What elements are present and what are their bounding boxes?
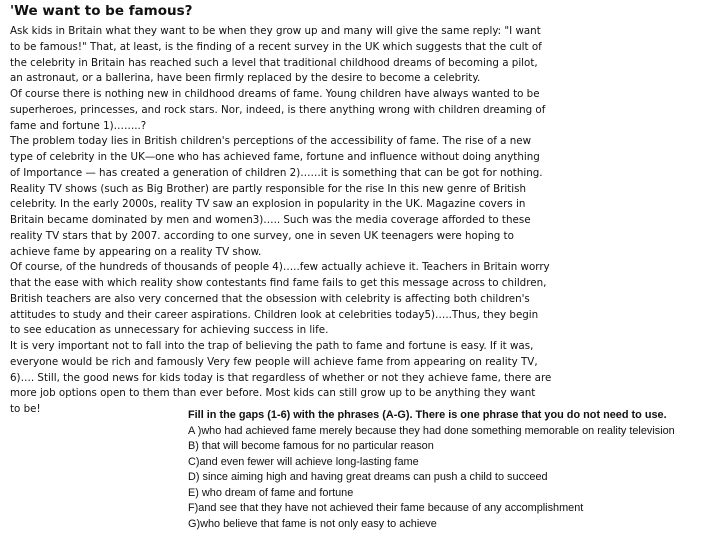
- body-line: that the ease with which reality show contestants find fame fails to get this message across to children,: [10, 277, 547, 289]
- body-line: Reality TV shows (such as Big Brother) are partly responsible for the rise In this new genre of British: [10, 182, 527, 195]
- gap-fill-task: [188, 408, 720, 532]
- body-line: type of celebrity in the UK—one who has achieved fame, fortune and influence without doing anything: [10, 151, 540, 163]
- body-line: superheroes, princesses, and rock stars. Nor, indeed, is there anything wrong with children dreaming of: [10, 103, 546, 116]
- option-e: E) who dream of fame and fortune: [188, 486, 354, 499]
- body-line: achieve fame by appearing on a reality TV show.: [10, 245, 262, 258]
- body-line: everyone would be rich and famously Very few people will achieve fame from appearing on reality TV,: [10, 355, 538, 368]
- body-line: attitudes to study and their career aspirations. Children look at celebrities today5)…..Thus, they begin: [10, 308, 539, 321]
- body-line: Britain became dominated by men and women3)….. Such was the media coverage afforded to these: [10, 214, 531, 226]
- body-line: to see education as unnecessary for achieving success in life.: [10, 324, 329, 337]
- body-line: British teachers are also very concerned that the obsession with celebrity is affecting both children's: [10, 292, 530, 305]
- option-g: G)who believe that fame is not only easy to achieve: [188, 517, 437, 530]
- option-c: C)and even fewer will achieve long-lasting fame: [188, 455, 419, 468]
- body-line: more job options open to them than ever before. Most kids can still grow up to be anything they want: [10, 387, 536, 400]
- body-line: of Importance — has created a generation of children 2)……it is something that can be got for nothing.: [10, 166, 543, 179]
- body-line: Of course, of the hundreds of thousands of people 4)…..few actually achieve it. Teachers in Britain worry: [10, 261, 550, 274]
- body-line: The problem today lies in British children's perceptions of the accessibility of fame. The rise of a new: [10, 135, 532, 148]
- task-instruction: Fill in the gaps (1-6) with the phrases (A-G). There is one phrase that you do not need to use.: [188, 409, 667, 421]
- body-line: the celebrity in Britain has reached such a level that traditional childhood dreams of becoming a pilot,: [10, 56, 538, 69]
- body-line: an astronaut, or a ballerina, have been firmly replaced by the desire to become a celebrity.: [10, 72, 481, 85]
- body-line: 6)…. Still, the good news for kids today is that regardless of whether or not they achieve fame, there are: [10, 371, 552, 384]
- body-line: Of course there is nothing new in childhood dreams of fame. Young children have always wanted to be: [10, 88, 540, 100]
- body-line: It is very important not to fall into the trap of believing the path to fame and fortune is easy. If it was,: [10, 340, 534, 352]
- body-line: fame and fortune 1)……..?: [10, 119, 147, 132]
- option-a: A )who had achieved fame merely because they had done something memorable on reality television: [188, 424, 675, 437]
- article-title: 'We want to be famous?: [10, 3, 193, 19]
- body-line: to be famous!" That, at least, is the finding of a recent survey in the UK which suggests that the cult of: [10, 40, 542, 53]
- body-line: Ask kids in Britain what they want to be when they grow up and many will give the same reply: "I want: [10, 25, 541, 37]
- article-body: [10, 24, 551, 418]
- body-line: to be!: [10, 403, 41, 415]
- option-d: D) since aiming high and having great dreams can push a child to succeed: [188, 471, 548, 483]
- option-f: F)and see that they have not achieved their fame because of any accomplishment: [188, 502, 584, 514]
- option-b: B) that will become famous for no particular reason: [188, 440, 434, 452]
- body-line: reality TV stars that by 2007. according to one survey, one in seven UK teenagers were hoping to: [10, 229, 514, 242]
- body-line: celebrity. In the early 2000s, reality TV saw an explosion in popularity in the UK. Magazine covers in: [10, 198, 526, 211]
